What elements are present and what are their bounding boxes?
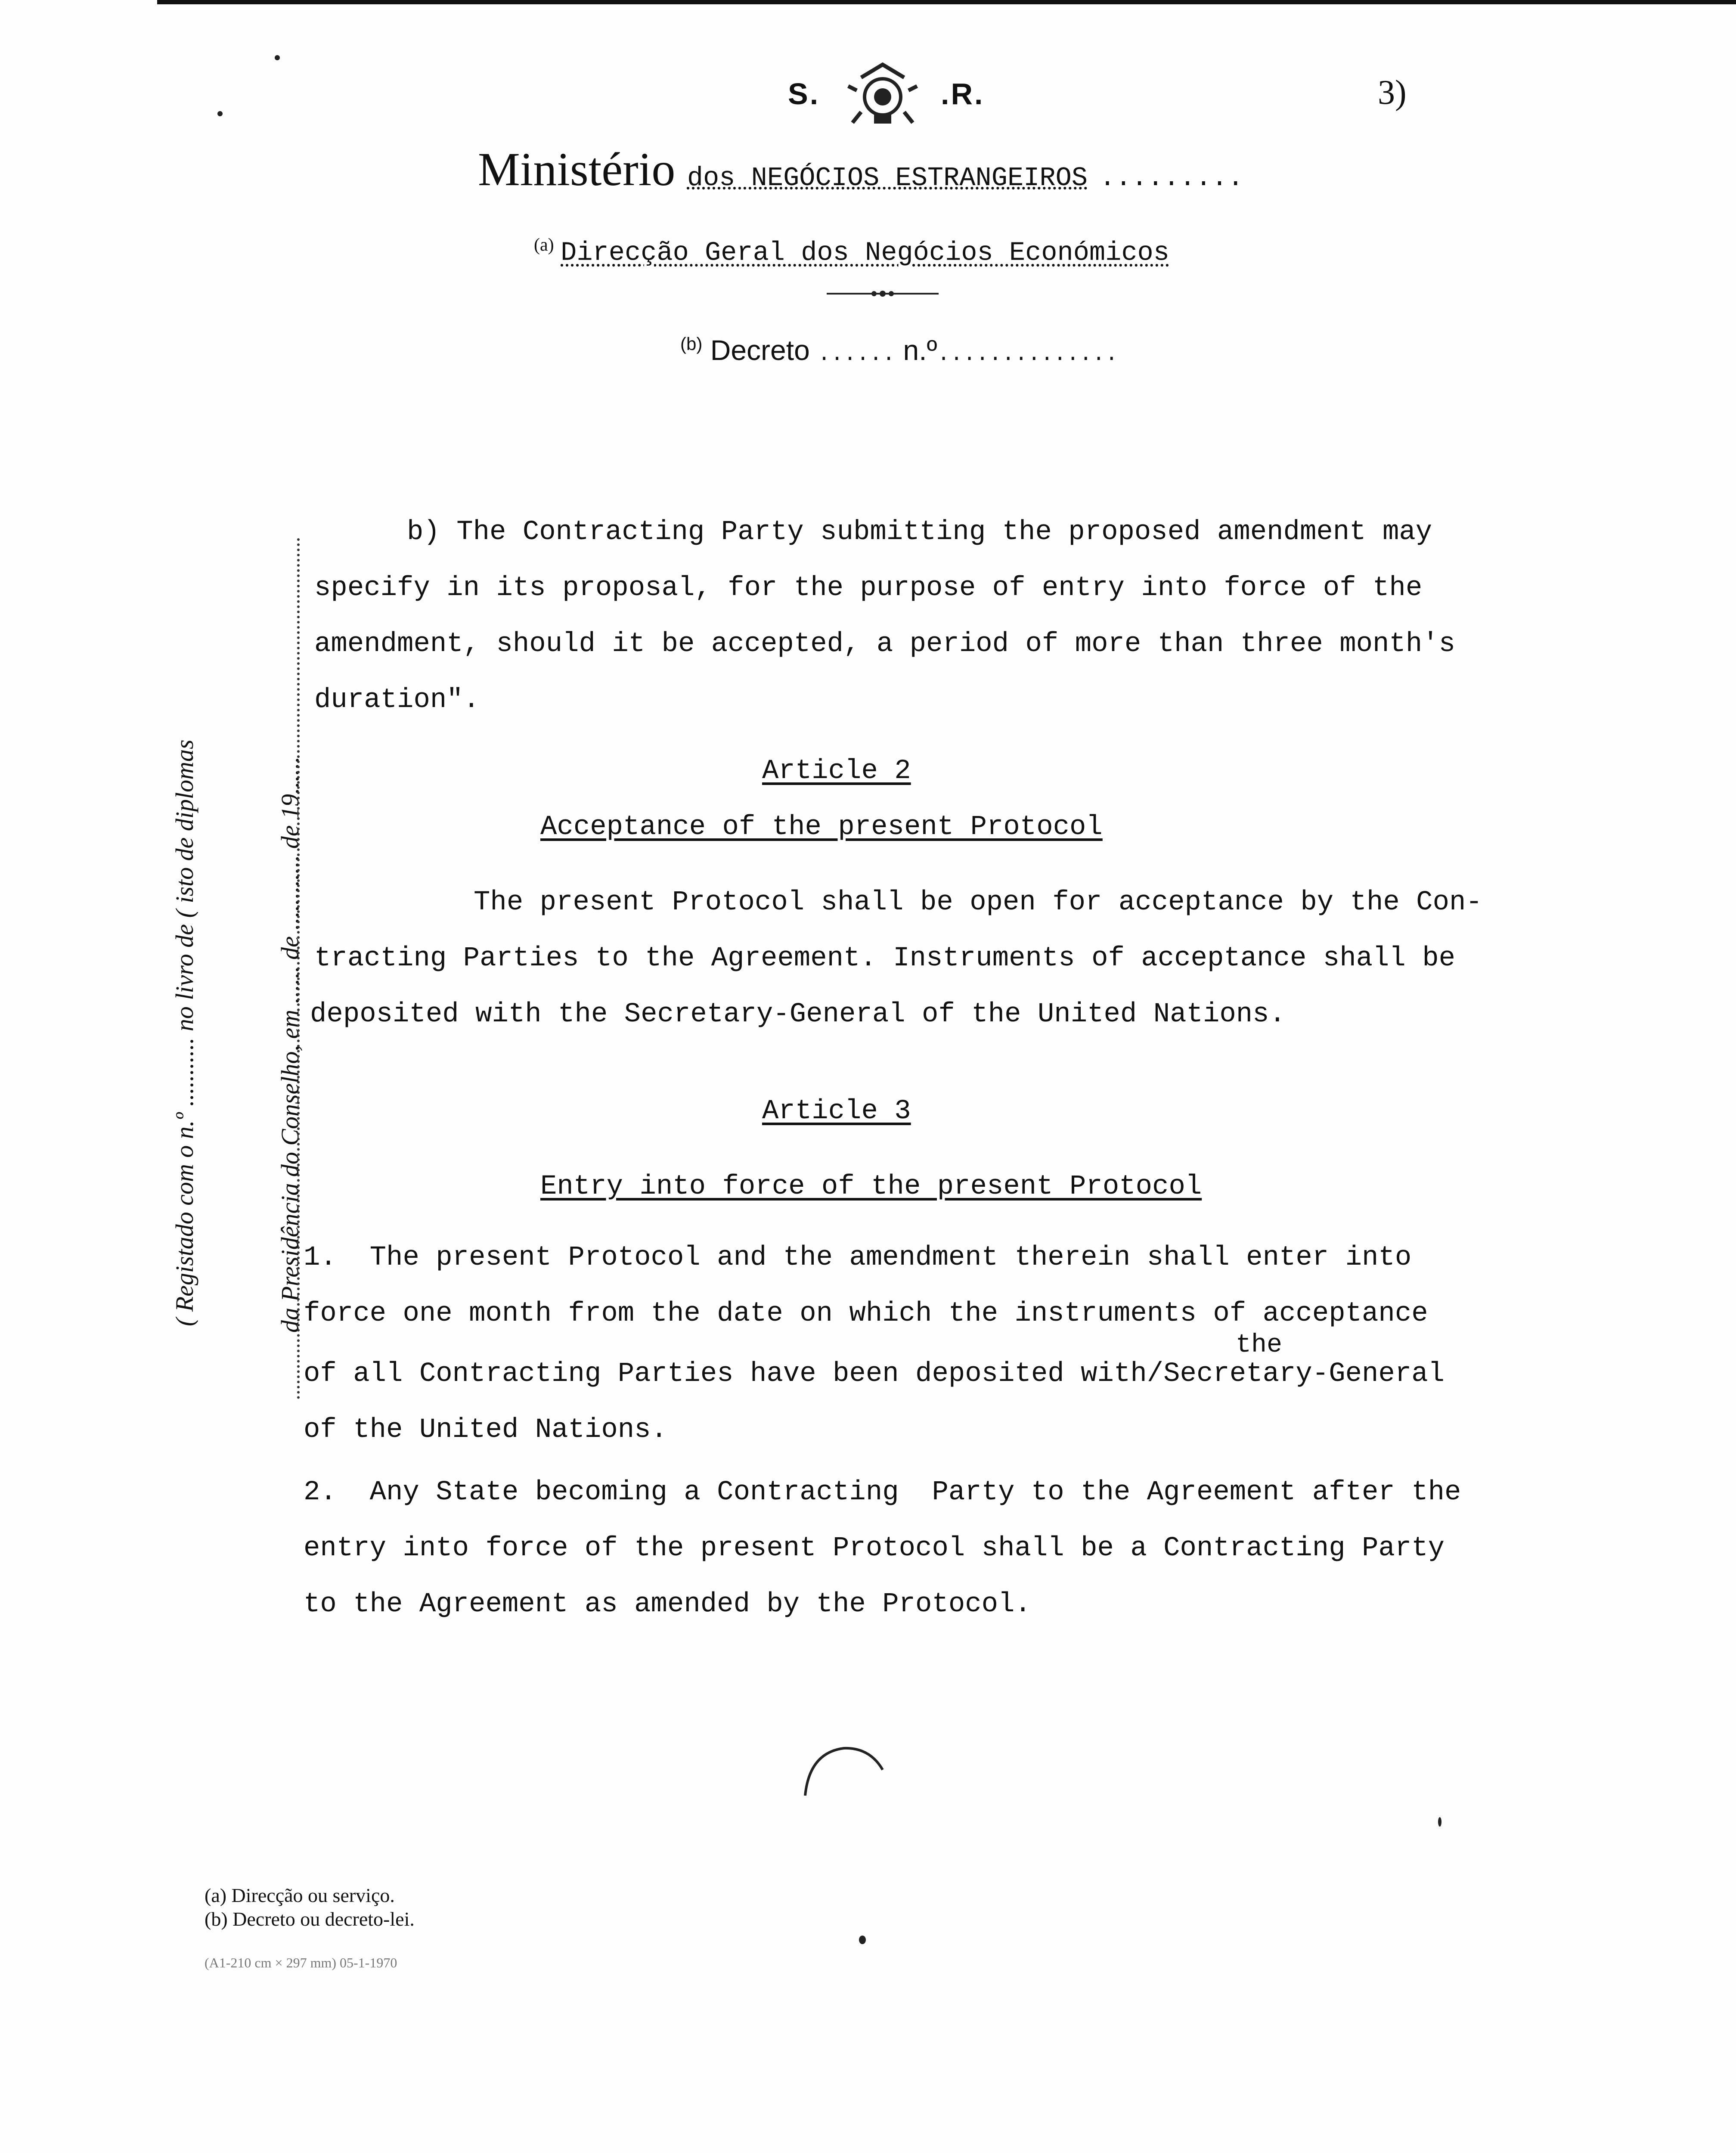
article-3-p2-line-1: 2. Any State becoming a Contracting Party to the Agreement after the: [304, 1477, 1461, 1508]
ministry-heading: [478, 142, 1243, 197]
ministry-dotted-leader: .........: [1099, 163, 1244, 193]
scan-speck: [1438, 1817, 1442, 1827]
direccao-marker: (a): [534, 235, 554, 255]
article-3-subtitle: Entry into force of the present Protocol: [540, 1171, 1202, 1202]
page-number: 3): [1378, 74, 1407, 112]
decreto-marker: (b): [680, 334, 703, 354]
article-2-line-1: The present Protocol shall be open for acceptance by the Con-: [474, 887, 1482, 918]
article-3-p1-line-1: 1. The present Protocol and the amendment therein shall enter into: [304, 1242, 1412, 1273]
para-b-line-3: amendment, should it be accepted, a period of more than three month's: [314, 629, 1456, 660]
coat-of-arms-icon: [844, 60, 921, 129]
scan-speck: [275, 55, 280, 60]
article-3-p1-line-3: of all Contracting Parties have been deposited with/Secretary-General: [304, 1359, 1445, 1390]
margin-dotted-rule: [297, 538, 302, 1399]
decreto-number-label: n.º: [903, 334, 937, 366]
margin-registration-text: ( Registado com o n.º ........... no livro de ( isto de diplomas: [170, 739, 198, 1326]
para-b-line-2: specify in its proposal, for the purpose of entry into force of the: [314, 573, 1423, 604]
article-3-handwritten-insert: the: [1236, 1331, 1283, 1360]
article-3-p1-line-4: of the United Nations.: [304, 1415, 667, 1446]
para-b-line-1: b) The Contracting Party submitting the proposed amendment may: [407, 517, 1432, 548]
printer-mark: (A1-210 cm × 297 mm) 05-1-1970: [205, 1955, 397, 1970]
article-2-line-2: tracting Parties to the Agreement. Instruments of acceptance shall be: [314, 943, 1456, 974]
article-2-title: Article 2: [762, 756, 911, 787]
article-3-p2-line-2: entry into force of the present Protocol shall be a Contracting Party: [304, 1533, 1445, 1564]
decreto-line: [680, 334, 1118, 367]
scan-speck: [859, 1936, 866, 1944]
article-2-subtitle: Acceptance of the present Protocol: [540, 812, 1103, 843]
direccao-line: [534, 235, 1169, 268]
decreto-label: Decreto: [710, 334, 810, 366]
pen-mark-icon: [797, 1740, 891, 1800]
article-3-p1-line-2: force one month from the date on which the instruments of acceptance: [304, 1298, 1428, 1329]
decreto-dots: ......: [818, 342, 896, 367]
article-2-line-3: deposited with the Secretary-General of the United Nations.: [310, 999, 1286, 1030]
header-r-mark: .R.: [941, 77, 985, 111]
article-3-title: Article 3: [762, 1096, 911, 1127]
direccao-text: Direcção Geral dos Negócios Económicos: [561, 237, 1169, 268]
ministry-name-fill: dos NEGÓCIOS ESTRANGEIROS: [687, 163, 1088, 193]
margin-presidency-text: da Presidência do Conselho, em ...... de ............ de 19......: [276, 756, 304, 1333]
ministry-label: Ministério: [478, 143, 676, 195]
header-s-mark: S.: [788, 77, 820, 111]
ornament-divider-icon: [827, 289, 939, 298]
scan-speck: [217, 111, 223, 116]
article-3-p2-line-3: to the Agreement as amended by the Protocol.: [304, 1589, 1031, 1620]
top-border-line: [157, 0, 1736, 4]
footnote-a: (a) Direcção ou serviço.: [205, 1884, 395, 1906]
para-b-line-4: duration".: [314, 685, 480, 716]
decreto-number-dots: ..............: [937, 342, 1118, 367]
footnote-b: (b) Decreto ou decreto-lei.: [205, 1908, 415, 1930]
